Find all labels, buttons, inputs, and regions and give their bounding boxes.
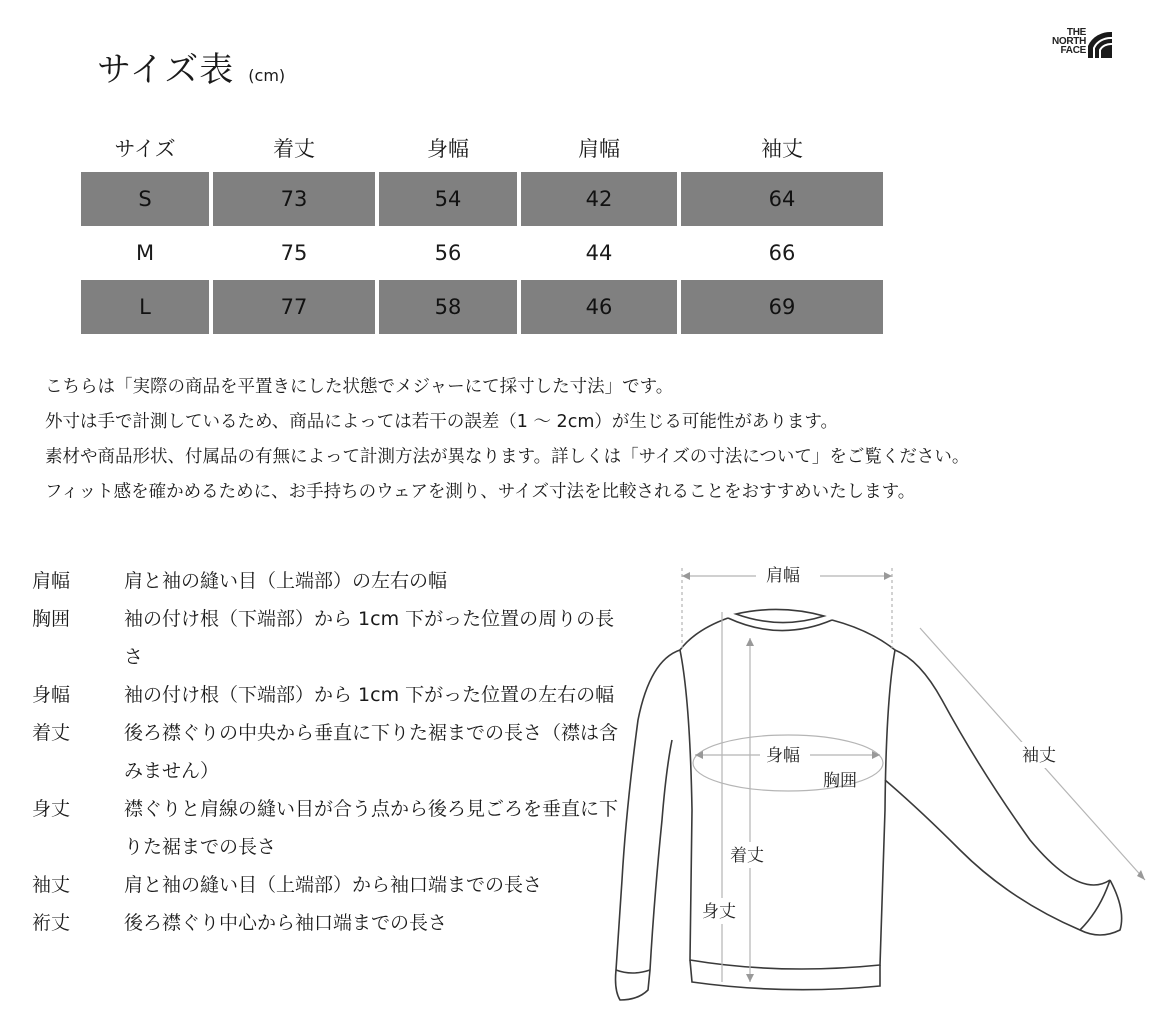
table-cell: 69 bbox=[681, 280, 883, 334]
definition-desc: 肩と袖の縫い目（上端部）から袖口端までの長さ bbox=[124, 874, 543, 896]
definition-term: 肩幅 bbox=[32, 570, 71, 592]
table-row bbox=[81, 226, 883, 280]
brand-logo bbox=[1044, 26, 1116, 60]
unit-label: (cm) bbox=[248, 66, 286, 85]
table-cell: 44 bbox=[585, 241, 613, 265]
definition-item bbox=[32, 600, 632, 676]
table-cell: 66 bbox=[768, 241, 796, 265]
definition-item bbox=[32, 790, 632, 866]
table-cell: 64 bbox=[681, 172, 883, 226]
table-cell: M bbox=[135, 241, 155, 265]
definition-item bbox=[32, 904, 632, 942]
note-line: 外寸は手で計測しているため、商品によっては若干の誤差（1 ～ 2cm）が生じる可能性があります。 bbox=[45, 412, 838, 432]
table-cell: 58 bbox=[379, 280, 517, 334]
note-line: こちらは「実際の商品を平置きにした状態でメジャーにて採寸した寸法」です。 bbox=[45, 377, 674, 397]
col-header: 袖丈 bbox=[761, 137, 803, 161]
label-sleeve: 袖丈 bbox=[1022, 746, 1056, 766]
definition-term: 身幅 bbox=[32, 684, 71, 706]
definition-desc: 後ろ襟ぐり中心から袖口端までの長さ bbox=[124, 912, 448, 934]
sweatshirt-outline bbox=[616, 609, 1122, 1000]
logo-text: THE NORTH FACE bbox=[1051, 27, 1086, 56]
definition-term: 袖丈 bbox=[32, 874, 71, 896]
table-header-row bbox=[81, 124, 883, 172]
definition-list bbox=[32, 562, 632, 942]
size-table bbox=[77, 124, 887, 334]
sweatshirt-diagram bbox=[600, 550, 1160, 1010]
definition-desc: 袖の付け根（下端部）から 1cm 下がった位置の周りの長さ bbox=[124, 608, 615, 668]
table-cell: 56 bbox=[434, 241, 462, 265]
col-header: サイズ bbox=[114, 137, 176, 161]
table-cell: L bbox=[81, 280, 209, 334]
definition-desc: 袖の付け根（下端部）から 1cm 下がった位置の左右の幅 bbox=[124, 684, 615, 706]
table-row bbox=[81, 172, 883, 226]
definition-desc: 後ろ襟ぐりの中央から垂直に下りた裾までの長さ（襟は含みません） bbox=[124, 722, 619, 782]
label-chest: 胸囲 bbox=[823, 771, 857, 791]
label-length: 着丈 bbox=[730, 846, 764, 866]
definition-term: 胸囲 bbox=[32, 608, 71, 630]
measure-guides bbox=[682, 568, 1145, 982]
note-line: フィット感を確かめるために、お手持ちのウェアを測り、サイズ寸法を比較されることをおすすめいたします。 bbox=[45, 482, 916, 502]
table-cell: 42 bbox=[521, 172, 677, 226]
col-header: 身幅 bbox=[427, 137, 469, 161]
definition-item bbox=[32, 562, 632, 600]
label-body-length: 身丈 bbox=[702, 902, 736, 922]
table-cell: 77 bbox=[213, 280, 375, 334]
col-header: 肩幅 bbox=[578, 137, 620, 161]
table-cell: 75 bbox=[280, 241, 308, 265]
definition-item bbox=[32, 714, 632, 790]
label-body-width: 身幅 bbox=[766, 746, 800, 766]
table-cell: 46 bbox=[521, 280, 677, 334]
definition-item bbox=[32, 866, 632, 904]
table-cell: S bbox=[81, 172, 209, 226]
definition-desc: 襟ぐりと肩線の縫い目が合う点から後ろ見ごろを垂直に下りた裾までの長さ bbox=[124, 798, 619, 858]
col-header: 着丈 bbox=[273, 137, 315, 161]
measurement-notes bbox=[45, 370, 969, 510]
title-text: サイズ表 bbox=[97, 50, 235, 90]
table-row bbox=[81, 280, 883, 334]
label-shoulder: 肩幅 bbox=[766, 566, 800, 586]
page-title bbox=[97, 42, 285, 91]
definition-term: 身丈 bbox=[32, 798, 71, 820]
note-line: 素材や商品形状、付属品の有無によって計測方法が異なります。詳しくは「サイズの寸法について」をご覧ください。 bbox=[45, 447, 970, 467]
table-cell: 54 bbox=[379, 172, 517, 226]
table-cell: 73 bbox=[213, 172, 375, 226]
definition-item bbox=[32, 676, 632, 714]
definition-term: 裄丈 bbox=[32, 912, 71, 934]
definition-desc: 肩と袖の縫い目（上端部）の左右の幅 bbox=[124, 570, 448, 592]
arrow-heads bbox=[682, 572, 1145, 982]
definition-term: 着丈 bbox=[32, 722, 71, 744]
